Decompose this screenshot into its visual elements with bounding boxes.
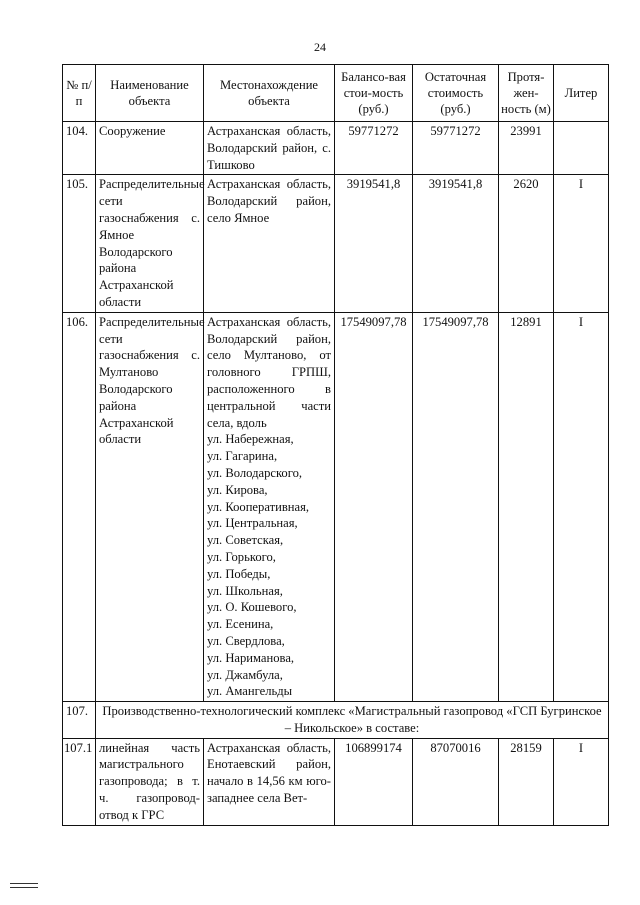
street-item: ул. Амангельды	[207, 684, 293, 699]
street-item: ул. Кооперативная,	[207, 499, 310, 514]
row-liter: I	[554, 738, 609, 825]
row-num: 107.1	[63, 738, 96, 825]
header-name: Наименование объекта	[96, 65, 204, 122]
row-balance-value: 59771272	[335, 122, 413, 175]
street-item: ул. Нариманова,	[207, 650, 295, 665]
street-item: ул. Набережная,	[207, 432, 294, 447]
header-location: Местонахождение объекта	[204, 65, 335, 122]
row-balance-value: 106899174	[335, 738, 413, 825]
row-location	[204, 312, 335, 701]
row-residual-value: 87070016	[413, 738, 499, 825]
street-item: ул. Есенина,	[207, 617, 274, 632]
row-location: Астраханская область, Володарский район, село Ямное	[204, 175, 335, 312]
footer-rule	[10, 887, 38, 888]
property-register-table	[62, 64, 609, 826]
street-item: ул. Победы,	[207, 566, 271, 581]
row-residual-value: 59771272	[413, 122, 499, 175]
row-name: линейная часть магистрального газопровода; в т. ч. газопровод-отвод к ГРС	[96, 738, 204, 825]
row-name: Распределительные сети газоснабжения с. Мултаново Володарского района Астраханской области	[96, 312, 204, 701]
row-length: 2620	[499, 175, 554, 312]
street-item: ул. Советская,	[207, 533, 284, 548]
header-num: № п/п	[63, 65, 96, 122]
row-liter: I	[554, 175, 609, 312]
street-item: ул. Центральная,	[207, 516, 298, 531]
table-row	[63, 312, 609, 701]
header-liter: Литер	[554, 65, 609, 122]
section-num: 107.	[63, 702, 96, 739]
footer-rule	[10, 883, 38, 884]
row-name: Сооружение	[96, 122, 204, 175]
row-liter	[554, 122, 609, 175]
street-item: ул. Горького,	[207, 549, 276, 564]
section-row	[63, 702, 609, 739]
row-residual-value: 17549097,78	[413, 312, 499, 701]
row-balance-value: 17549097,78	[335, 312, 413, 701]
street-item: ул. Школьная,	[207, 583, 283, 598]
row-num: 105.	[63, 175, 96, 312]
street-item: ул. Джамбула,	[207, 667, 283, 682]
row-length: 23991	[499, 122, 554, 175]
section-title: Производственно-технологический комплекс «Магистральный газопровод «ГСП Бугринское – Никольское» в составе:	[96, 702, 609, 739]
header-residual-value: Остаточная стоимость (руб.)	[413, 65, 499, 122]
row-length: 28159	[499, 738, 554, 825]
header-length: Протя-жен-ность (м)	[499, 65, 554, 122]
row-location: Астраханская область, Володарский район, с. Тишково	[204, 122, 335, 175]
row-balance-value: 3919541,8	[335, 175, 413, 312]
row-location-lead: Астраханская область, Володарский район, село Мултаново, от головного ГРПШ, расположенного в центральной части села, вдоль	[207, 314, 331, 430]
row-residual-value: 3919541,8	[413, 175, 499, 312]
page-number: 24	[314, 40, 326, 54]
street-item: ул. О. Кошевого,	[207, 600, 297, 615]
street-item: ул. Володарского,	[207, 465, 303, 480]
row-liter: I	[554, 312, 609, 701]
row-num: 106.	[63, 312, 96, 701]
table-row	[63, 175, 609, 312]
row-location: Астраханская область, Енотаевский район, начало в 14,56 км юго-западнее села Вет-	[204, 738, 335, 825]
street-item: ул. Свердлова,	[207, 633, 285, 648]
street-item: ул. Кирова,	[207, 482, 268, 497]
table-row	[63, 738, 609, 825]
row-length: 12891	[499, 312, 554, 701]
table-row	[63, 122, 609, 175]
row-num: 104.	[63, 122, 96, 175]
row-name: Распределительные сети газоснабжения с. Ямное Володарского района Астраханской области	[96, 175, 204, 312]
table-header-row	[63, 65, 609, 122]
header-balance-value: Балансо-вая стои-мость (руб.)	[335, 65, 413, 122]
street-item: ул. Гагарина,	[207, 449, 278, 464]
